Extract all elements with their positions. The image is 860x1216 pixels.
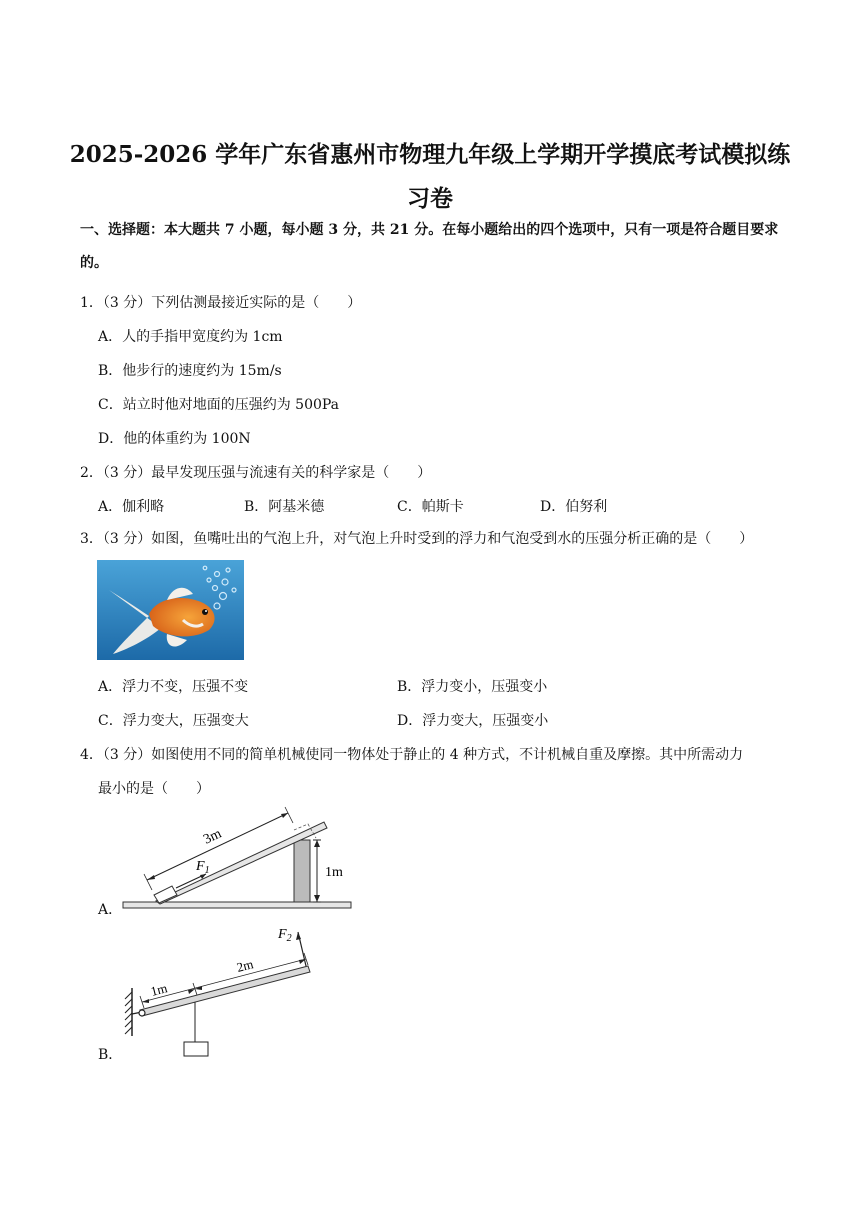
question-1-option-c: C．站立时他对地面的压强约为 500Pa: [98, 397, 340, 413]
force-f2-subscript: 2: [286, 933, 292, 944]
question-2-option-a: A．伽利略: [98, 499, 165, 515]
title-line-2: 习卷: [407, 185, 453, 212]
question-4-stem-line-2: 最小的是（ ）: [98, 781, 210, 797]
question-2-option-b: B．阿基米德: [244, 499, 325, 515]
force-f1-letter: F: [196, 859, 205, 874]
lever-figure: [120, 922, 320, 1062]
question-2-stem: 2．（3 分）最早发现压强与流速有关的科学家是（ ）: [80, 465, 432, 481]
force-f2-letter: F: [278, 927, 287, 942]
force-f1-subscript: 1: [204, 865, 210, 876]
question-1-option-a: A．人的手指甲宽度约为 1cm: [98, 329, 283, 345]
force-f2-label: [277, 927, 292, 944]
question-4-option-b-label: B．: [98, 1047, 123, 1063]
question-1-stem: 1．（3 分）下列估测最接近实际的是（ ）: [80, 295, 362, 311]
goldfish-image: [97, 560, 244, 660]
question-4-stem-line-1: 4．（3 分）如图使用不同的简单机械使同一物体处于静止的 4 种方式，不计机械自重及摩擦。其中所需动力: [80, 747, 744, 763]
section-heading: 一、选择题：本大题共 7 小题，每小题 3 分，共 21 分。在每小题给出的四个选项中，只有一项是符合题目要求的。: [80, 222, 779, 271]
slope-length-label: 3m: [201, 826, 224, 848]
question-1-option-d: D．他的体重约为 100N: [98, 431, 251, 447]
question-3-option-d: D．浮力变大，压强变小: [397, 713, 549, 729]
question-2-option-d: D．伯努利: [540, 499, 608, 515]
title-line-1: 2025-2026 学年广东省惠州市物理九年级上学期开学摸底考试模拟练: [69, 141, 791, 168]
question-3-option-b: B．浮力变小，压强变小: [397, 679, 548, 695]
question-4-option-a-label: A．: [98, 902, 123, 918]
force-f1-label: [195, 859, 210, 876]
height-label: 1m: [325, 865, 343, 880]
lever-right-length-label: 2m: [235, 956, 255, 975]
question-3-option-a: A．浮力不变，压强不变: [98, 679, 249, 695]
inclined-plane-figure: [120, 800, 360, 915]
question-3-option-c: C．浮力变大，压强变大: [98, 713, 249, 729]
lever-left-length-label: 1m: [149, 980, 169, 999]
question-2-option-c: C．帕斯卡: [397, 499, 464, 515]
question-1-option-b: B．他步行的速度约为 15m/s: [98, 363, 282, 379]
question-3-stem: 3．（3 分）如图，鱼嘴吐出的气泡上升，对气泡上升时受到的浮力和气泡受到水的压强分析正确的是（ ）: [80, 531, 754, 547]
